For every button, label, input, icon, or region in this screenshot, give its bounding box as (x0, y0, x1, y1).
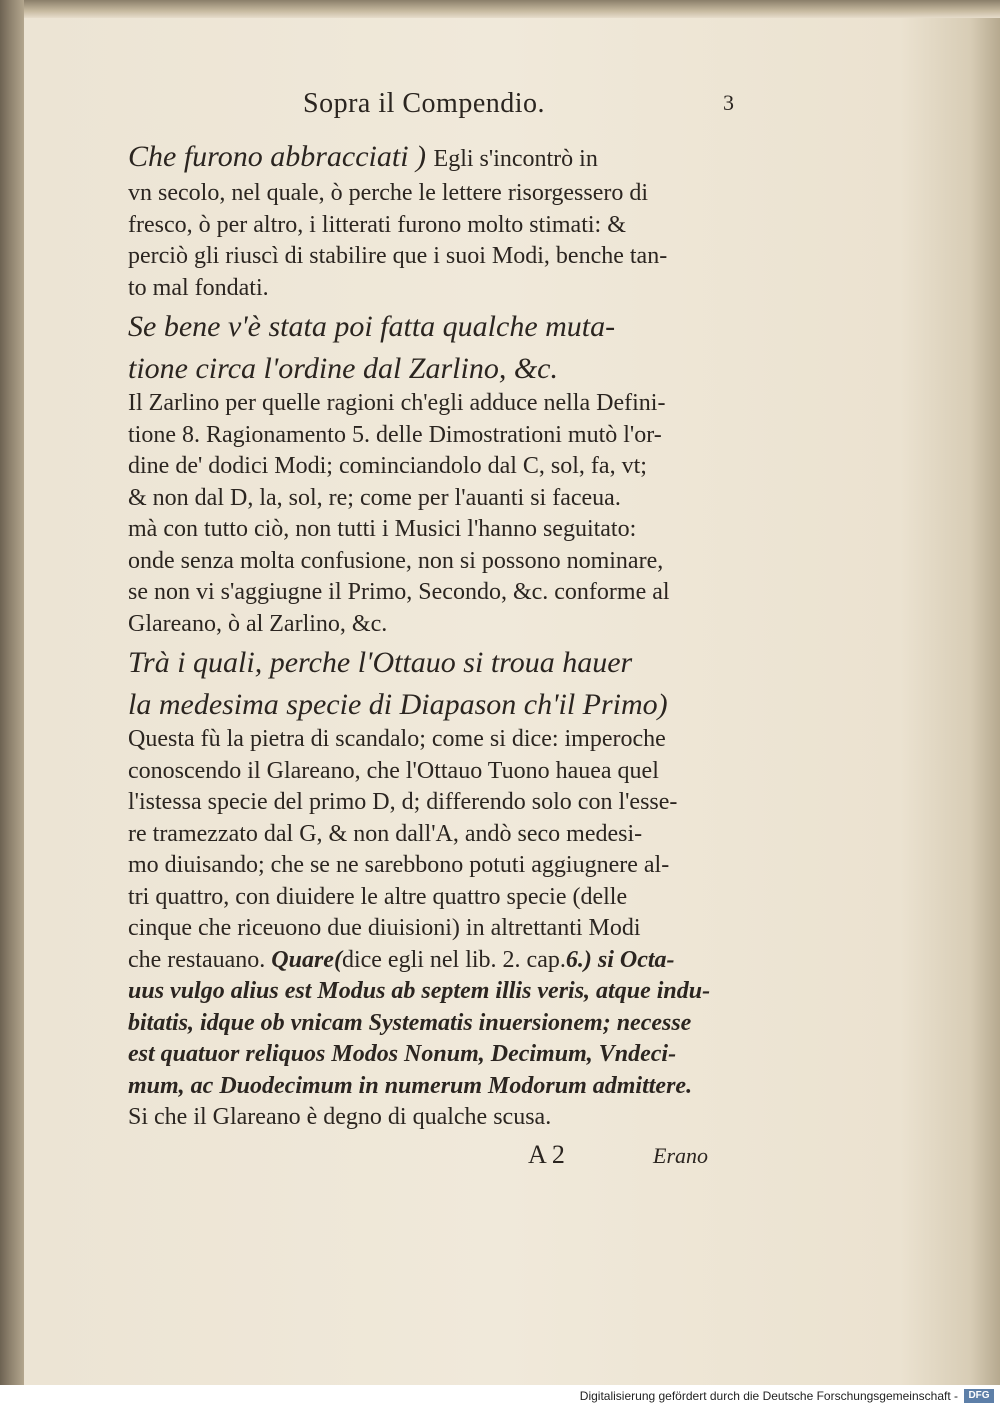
line-text: Si che il Glareano è degno di qualche scusa. (128, 1104, 552, 1130)
latin-text: est quatuor reliquos Modos Nonum, Decimum, Vndeci- (128, 1041, 677, 1067)
text-line (128, 388, 778, 420)
text-line (128, 882, 778, 914)
heading-continuation: Egli s'incontrò in (433, 146, 598, 172)
latin-text: 6.) si Octa- (565, 946, 675, 973)
line-text: dine de' dodici Modi; cominciandolo dal C, sol, fa, vt; (128, 453, 647, 479)
line-text: fresco, ò per altro, i litterati furono molto stimati: & (128, 211, 626, 238)
latin-text: mum, ac Duodecimum in numerum Modorum admittere. (128, 1072, 693, 1099)
line-text: mo diuisando; che se ne sarebbono potuti aggiugnere al- (128, 852, 670, 878)
line-text: tri quattro, con diuidere le altre quattro specie (delle (128, 883, 628, 910)
line-text: Il Zarlino per quelle ragioni ch'egli adduce nella Defini- (128, 390, 666, 416)
line-text: mà con tutto ciò, non tutti i Musici l'hanno seguitato: (128, 516, 637, 542)
book-spine (0, 0, 24, 1385)
text-line (128, 241, 778, 273)
line-text: Questa fù la pietra di scandalo; come si dice: imperoche (128, 726, 666, 752)
line-text: & non dal D, la, sol, re; come per l'auanti si faceua. (128, 484, 621, 511)
line-text: conoscendo il Glareano, che l'Ottauo Tuono hauea quel (128, 757, 659, 784)
catchword: Erano (653, 1142, 708, 1168)
line-text: l'istessa specie del primo D, d; differendo solo con l'esse- (128, 789, 678, 815)
text-line (128, 514, 778, 546)
page-number: 3 (723, 90, 735, 115)
latin-quote-line (128, 1039, 778, 1071)
text-line (128, 945, 778, 977)
body-text (128, 138, 778, 1134)
latin-quote-line (128, 1071, 778, 1103)
latin-quote-line (128, 1008, 778, 1040)
line-text: re tramezzato dal G, & non dall'A, andò seco medesi- (128, 820, 643, 847)
text-line (128, 210, 778, 242)
line-text: Glareano, ò al Zarlino, &c. (128, 610, 388, 637)
heading-line (128, 644, 778, 682)
text-line (128, 273, 778, 305)
footer-bar (0, 1385, 1000, 1408)
heading-text: la medesima specie di Diapason ch'il Primo) (128, 688, 668, 721)
text-line (128, 913, 778, 945)
heading-text: Che furono abbracciati ) (128, 140, 427, 173)
latin-text: uus vulgo alius est Modus ab septem illis veris, atque indu- (128, 978, 711, 1004)
line-text: che restauano. (128, 946, 266, 973)
funding-credit: Digitalisierung gefördert durch die Deutsche Forschungsgemeinschaft - (579, 1389, 958, 1403)
line-text: onde senza molta confusione, non si possono nominare, (128, 547, 664, 574)
line-text: cinque che riceuono due diuisioni) in altrettanti Modi (128, 915, 641, 941)
heading-line (128, 138, 778, 178)
latin-quote-line (128, 976, 778, 1008)
line-text: tione 8. Ragionamento 5. delle Dimostrationi mutò l'or- (128, 421, 662, 448)
running-head (128, 82, 778, 138)
text-line (128, 850, 778, 882)
line-text: perciò gli riuscì di stabilire que i suoi Modi, benche tan- (128, 243, 668, 269)
heading-line (128, 686, 778, 724)
catchline (128, 1140, 778, 1180)
text-line (128, 787, 778, 819)
line-text: se non vi s'aggiugne il Primo, Secondo, &c. conforme al (128, 579, 670, 605)
heading-text: Se bene v'è stata poi fatta qualche muta- (128, 310, 616, 343)
line-text: dice egli nel lib. 2. cap. (341, 946, 566, 973)
signature-mark: A 2 (528, 1139, 565, 1169)
text-line (128, 756, 778, 788)
heading-text: tione circa l'ordine dal Zarlino, &c. (128, 352, 558, 385)
page-top-edge (24, 0, 1000, 18)
text-line (128, 609, 778, 641)
text-line (128, 546, 778, 578)
text-line (128, 178, 778, 210)
running-title: Sopra il Compendio. (303, 88, 546, 119)
dfg-logo: DFG (964, 1389, 994, 1403)
text-line (128, 451, 778, 483)
text-line (128, 724, 778, 756)
text-line (128, 483, 778, 515)
text-line (128, 1102, 778, 1134)
line-text: to mal fondati. (128, 274, 269, 301)
text-line (128, 420, 778, 452)
heading-text: Trà i quali, perche l'Ottauo si troua hauer (128, 646, 633, 679)
heading-line (128, 350, 778, 388)
text-line (128, 577, 778, 609)
text-block (128, 82, 778, 1180)
latin-text: bitatis, idque ob vnicam Systematis inuersionem; necesse (128, 1009, 692, 1036)
latin-text: Quare( (271, 946, 342, 973)
line-text: vn secolo, nel quale, ò perche le lettere risorgessero di (128, 180, 649, 206)
heading-line (128, 308, 778, 346)
text-line (128, 819, 778, 851)
